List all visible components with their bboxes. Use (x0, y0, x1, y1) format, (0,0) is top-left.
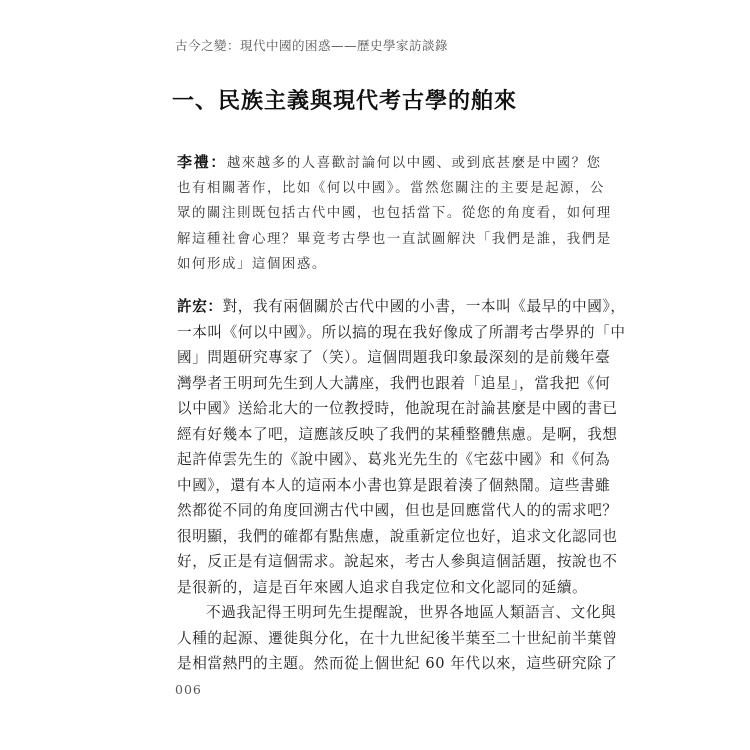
answer-line-7: 起許倬雲先生的《說中國》、葛兆光先生的《宅茲中國》和《何為 (177, 451, 611, 468)
question-line-4: 解這種社會心理？畢竟考古學也一直試圖解決「我們是誰，我們是 (177, 231, 612, 247)
page-number: 006 (175, 682, 202, 697)
answer-p2-line-1: 不過我記得王明珂先生提醒說，世界各地區人類語言、文化與 (206, 604, 617, 621)
question-paragraph (177, 150, 612, 278)
answer-p2-line-3: 是相當熱門的主題。然而從上個世紀 60 年代以來，這些研究除了 (177, 655, 618, 672)
speaker-li-li: 李禮： (177, 153, 227, 171)
section-title: 一、民族主義與現代考古學的舶來 (172, 88, 518, 114)
answer-line-11: 好，反正是有這個需求。說起來，考古人參與這個話題，按說也不 (177, 553, 618, 570)
answer-line-3: 國」問題研究專家了（笑）。這個問題我印象最深刻的是前幾年臺 (177, 349, 611, 366)
answer-text: 對，我有兩個關於古代中國的小書，一本叫《最早的中國》， (222, 298, 626, 315)
answer-line-2: 一本叫《何以中國》。所以搞的現在我好像成了所謂考古學界的「中 (177, 323, 626, 341)
answer-line-5: 以中國》送給北大的一位教授時，他說現在討論甚麼是中國的書已 (177, 400, 618, 417)
running-header: 古今之變：現代中國的困惑——歷史學家訪談錄 (175, 38, 449, 53)
answer-line-8: 中國》，還有本人的這兩本小書也算是跟着湊了個熱鬧。這些書雖 (177, 476, 611, 494)
answer-line-1 (177, 294, 626, 320)
speaker-xu-hong: 許宏： (177, 298, 223, 315)
answer-line-4: 灣學者王明珂先生到人大講座，我們也跟着「追星」，當我把《何 (177, 374, 611, 392)
question-text: 越來越多的人喜歡討論何以中國、或到底甚麼是中國？您 (226, 156, 602, 171)
question-line-2: 也有相關著作，比如《何以中國》。當然您關注的主要是起源，公 (177, 180, 606, 196)
answer-paragraph (177, 294, 626, 677)
question-line-3: 眾的關注則既包括古代中國，也包括當下。從您的角度看，如何理 (177, 206, 612, 221)
question-line-1 (177, 150, 602, 176)
answer-line-12: 是很新的，這是百年來國人追求自我定位和文化認同的延續。 (177, 578, 588, 596)
answer-line-10: 很明顯，我們的確都有點焦慮，說重新定位也好，追求文化認同也 (177, 527, 618, 545)
answer-line-9: 然都從不同的角度回溯古代中國，但也是回應當代人的的需求吧？ (177, 502, 618, 519)
answer-line-6: 經有好幾本了吧，這應該反映了我們的某種整體焦慮。是啊，我想 (177, 425, 618, 443)
answer-p2-line-2: 人種的起源、遷徙與分化，在十九世紀後半葉至二十世紀前半葉曾 (177, 629, 618, 647)
question-line-5: 如何形成」這個困惑。 (177, 257, 327, 272)
